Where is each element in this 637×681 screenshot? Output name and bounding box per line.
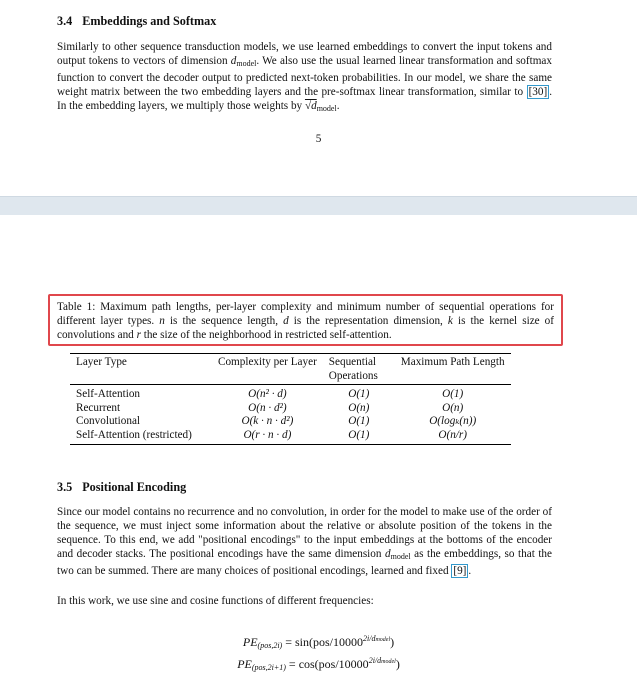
citation-link[interactable]: [30]: [528, 86, 548, 98]
header-layer-type: Layer Type: [76, 356, 127, 368]
cell-layer-type: Convolutional: [76, 415, 141, 427]
table-row: [70, 385, 511, 402]
cell-max-path: O(1): [442, 388, 464, 400]
header-sequential-ops: Sequential Operations: [328, 356, 378, 382]
section-3-5-heading: [57, 480, 186, 495]
cell-sequential-ops: O(1): [348, 415, 370, 427]
cell-max-path: O(n/r): [438, 428, 467, 441]
formula-pe-sin: $PE_{(pos,2i)} = \sin(pos/10000^{2i/dmodel})$: [242, 634, 395, 650]
cell-max-path: O(n): [442, 401, 464, 414]
section-number: 3.4: [57, 14, 73, 28]
formula-pe-cos: $PE_{(pos,2i+1)} = \cos(pos/10000^{2i/dmodel})$: [237, 656, 400, 672]
cell-complexity: O(n² · d): [248, 388, 287, 400]
page-number: 5: [315, 133, 322, 145]
section-3-4-heading: [57, 14, 216, 29]
page-gap: [0, 196, 637, 216]
table-1-caption: Table 1: Maximum path lengths, per-layer complexity and minimum number of sequential operations for different layer types. n is the sequence length, d is the representation dimension, k is the kernel size of convolutions and r the size of the neighborhood in restricted self-attention.: [57, 301, 555, 341]
cell-layer-type: Self-Attention (restricted): [76, 428, 192, 441]
table-row: [70, 415, 511, 429]
citation-link[interactable]: [9]: [453, 565, 467, 577]
section-title: Embeddings and Softmax: [82, 14, 217, 28]
cell-layer-type: Self-Attention: [76, 388, 141, 400]
table-row: [70, 402, 511, 416]
section-3-5-paragraph-1: Since our model contains no recurrence and no convolution, in order for the model to make use of the order of the sequence, we must inject some information about the relative or absolute position of the tokens in the sequence. To this end, we add "positional encodings" to the input embeddings at the bottoms of the encoder and decoder stacks. The positional encodings have the same dimension $d_{model}$ as the embeddings, so that the two can be summed. There are many choices of positional encodings, learned and fixed [9] .: [57, 506, 552, 577]
table-header-row: [70, 354, 511, 385]
cell-complexity: O(n · d²): [248, 401, 287, 414]
section-number: 3.5: [57, 480, 73, 494]
cell-layer-type: Recurrent: [76, 401, 121, 414]
cell-sequential-ops: O(1): [348, 428, 370, 441]
cell-complexity: O(r · n · d): [243, 428, 292, 441]
table-1: [70, 353, 511, 445]
section-title: Positional Encoding: [82, 480, 187, 494]
table-row: [70, 429, 511, 445]
cell-sequential-ops: O(n): [348, 401, 370, 414]
cell-max-path: O(logₖ(n)): [429, 415, 477, 427]
page-6: [0, 215, 637, 681]
cell-complexity: O(k · n · d²): [241, 415, 294, 427]
header-complexity: Complexity per Layer: [218, 356, 317, 368]
header-max-path: Maximum Path Length: [400, 356, 505, 368]
section-3-5-paragraph-2: In this work, we use sine and cosine functions of different frequencies:: [57, 595, 374, 607]
section-3-4-paragraph: Similarly to other sequence transduction models, we use learned embeddings to convert the input tokens and output tokens to vectors of dimension $d_{model}$. We also use the usual learned linear transformation and softmax function to convert the decoder output to predicted next-token probabilities. In our model, we share the same weight matrix between the two embedding layers and the pre-softmax linear transformation, similar to [30] . In the embedding layers, we multiply those weights by $√d_{model}$.: [57, 41, 552, 113]
cell-sequential-ops: O(1): [348, 388, 370, 400]
